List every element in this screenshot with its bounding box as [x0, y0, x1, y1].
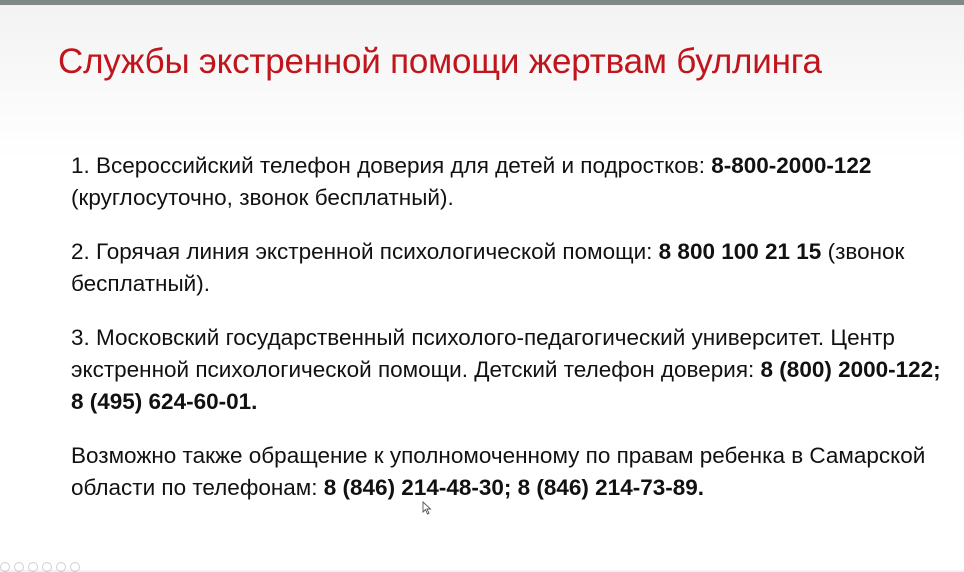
previous-icon[interactable] — [0, 562, 10, 572]
phone-number: 8 800 100 21 15 — [658, 239, 822, 264]
item-note: (звонок бесплатный). — [71, 239, 905, 296]
zoom-icon[interactable] — [56, 562, 66, 572]
phone-number: 8-800-2000-122 — [711, 153, 872, 178]
mouse-cursor-icon — [422, 501, 432, 515]
play-icon[interactable] — [14, 562, 24, 572]
item-text: Возможно также обращение к уполномоченному по правам ребенка в Самарской области по телефонам: — [71, 443, 926, 500]
phone-number: 8 (846) 214-48-30; 8 (846) 214-73-89. — [323, 475, 705, 500]
list-item — [71, 322, 951, 418]
item-text: 1. Всероссийский телефон доверия для детей и подростков: — [71, 153, 712, 178]
slide-content — [71, 150, 951, 526]
item-text: 3. Московский государственный психолого-педагогический университет. Центр экстренной психологической помощи. Детский телефон доверия: — [71, 325, 895, 382]
item-note: (круглосуточно, звонок бесплатный). — [71, 185, 454, 210]
menu-icon[interactable] — [70, 562, 80, 572]
pen-icon[interactable] — [42, 562, 52, 572]
item-text: 2. Горячая линия экстренной психологической помощи: — [71, 239, 659, 264]
list-item — [71, 440, 951, 504]
slide-title: Службы экстренной помощи жертвам буллинга — [58, 42, 822, 81]
phone-number: 8 (800) 2000-122; 8 (495) 624-60-01. — [71, 357, 941, 414]
list-item — [71, 150, 951, 214]
list-item — [71, 236, 951, 300]
top-accent-bar — [0, 0, 964, 5]
next-icon[interactable] — [28, 562, 38, 572]
slideshow-controls[interactable] — [0, 562, 80, 572]
